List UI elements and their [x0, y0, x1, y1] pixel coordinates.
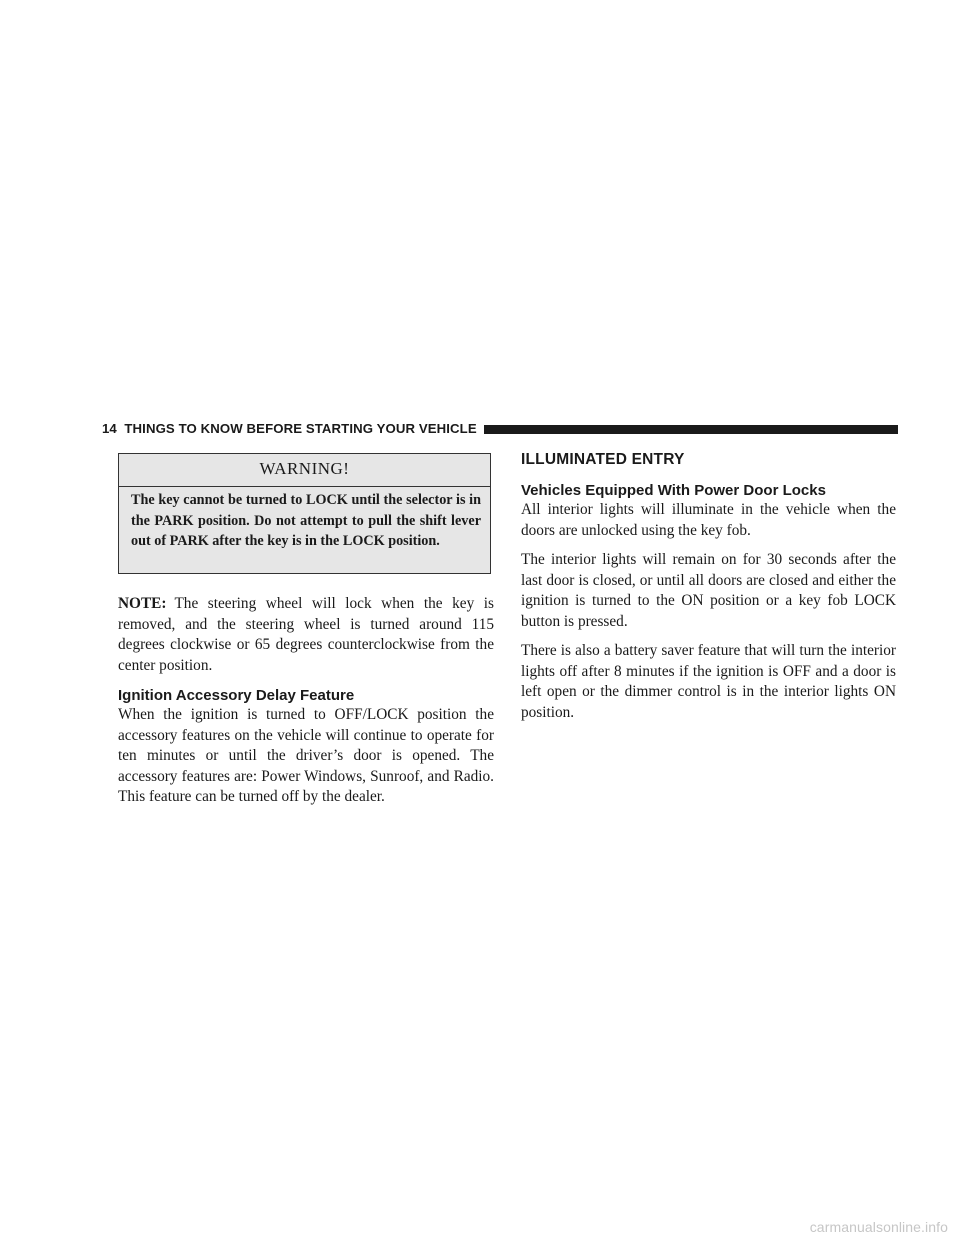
illuminated-entry-heading: ILLUMINATED ENTRY [521, 451, 685, 468]
illuminated-paragraph-1: All interior lights will illuminate in the vehicle when the doors are unlocked using the key fob. [521, 501, 896, 539]
warning-divider [119, 486, 490, 487]
note-label: NOTE: [118, 595, 167, 612]
ignition-heading: Ignition Accessory Delay Feature [118, 687, 355, 704]
note-paragraph [118, 594, 494, 676]
warning-box [118, 453, 491, 574]
power-door-locks-subheading: Vehicles Equipped With Power Door Locks [521, 482, 826, 499]
warning-text: The key cannot be turned to LOCK until the selector is in the PARK position. Do not attempt to pull the shift lever out of PARK after the key is in the LOCK position. [131, 492, 481, 549]
note-text: The steering wheel will lock when the key is removed, and the steering wheel is turned around 115 degrees clockwise or 65 degrees counterclockwise from the center position. [118, 595, 494, 674]
left-column [118, 453, 494, 808]
page-number: 14 [102, 421, 117, 436]
illuminated-paragraph-3: There is also a battery saver feature that will turn the interior lights off after 8 minutes if the ignition is OFF and a door is left open or the dimmer control is in the interior lights ON position. [521, 642, 896, 721]
right-column [521, 450, 896, 723]
ignition-text: When the ignition is turned to OFF/LOCK position the accessory features on the vehicle will continue to operate for ten minutes or until the driver’s door is opened. The accessory features are: Power Windows, Sunroof, and Radio. This feature can be turned off by the dealer. [118, 706, 494, 805]
warning-title: WARNING! [259, 459, 350, 478]
watermark-link[interactable]: carmanualsonline.info [809, 1219, 948, 1235]
header-rule [484, 425, 898, 434]
illuminated-paragraph-2: The interior lights will remain on for 30 seconds after the last door is closed, or until all doors are closed and either the ignition is turned to the ON position or a key fob LOCK button is pressed. [521, 551, 896, 630]
section-title: THINGS TO KNOW BEFORE STARTING YOUR VEHICLE [124, 421, 477, 436]
page-header [102, 420, 898, 442]
running-header [102, 421, 477, 436]
